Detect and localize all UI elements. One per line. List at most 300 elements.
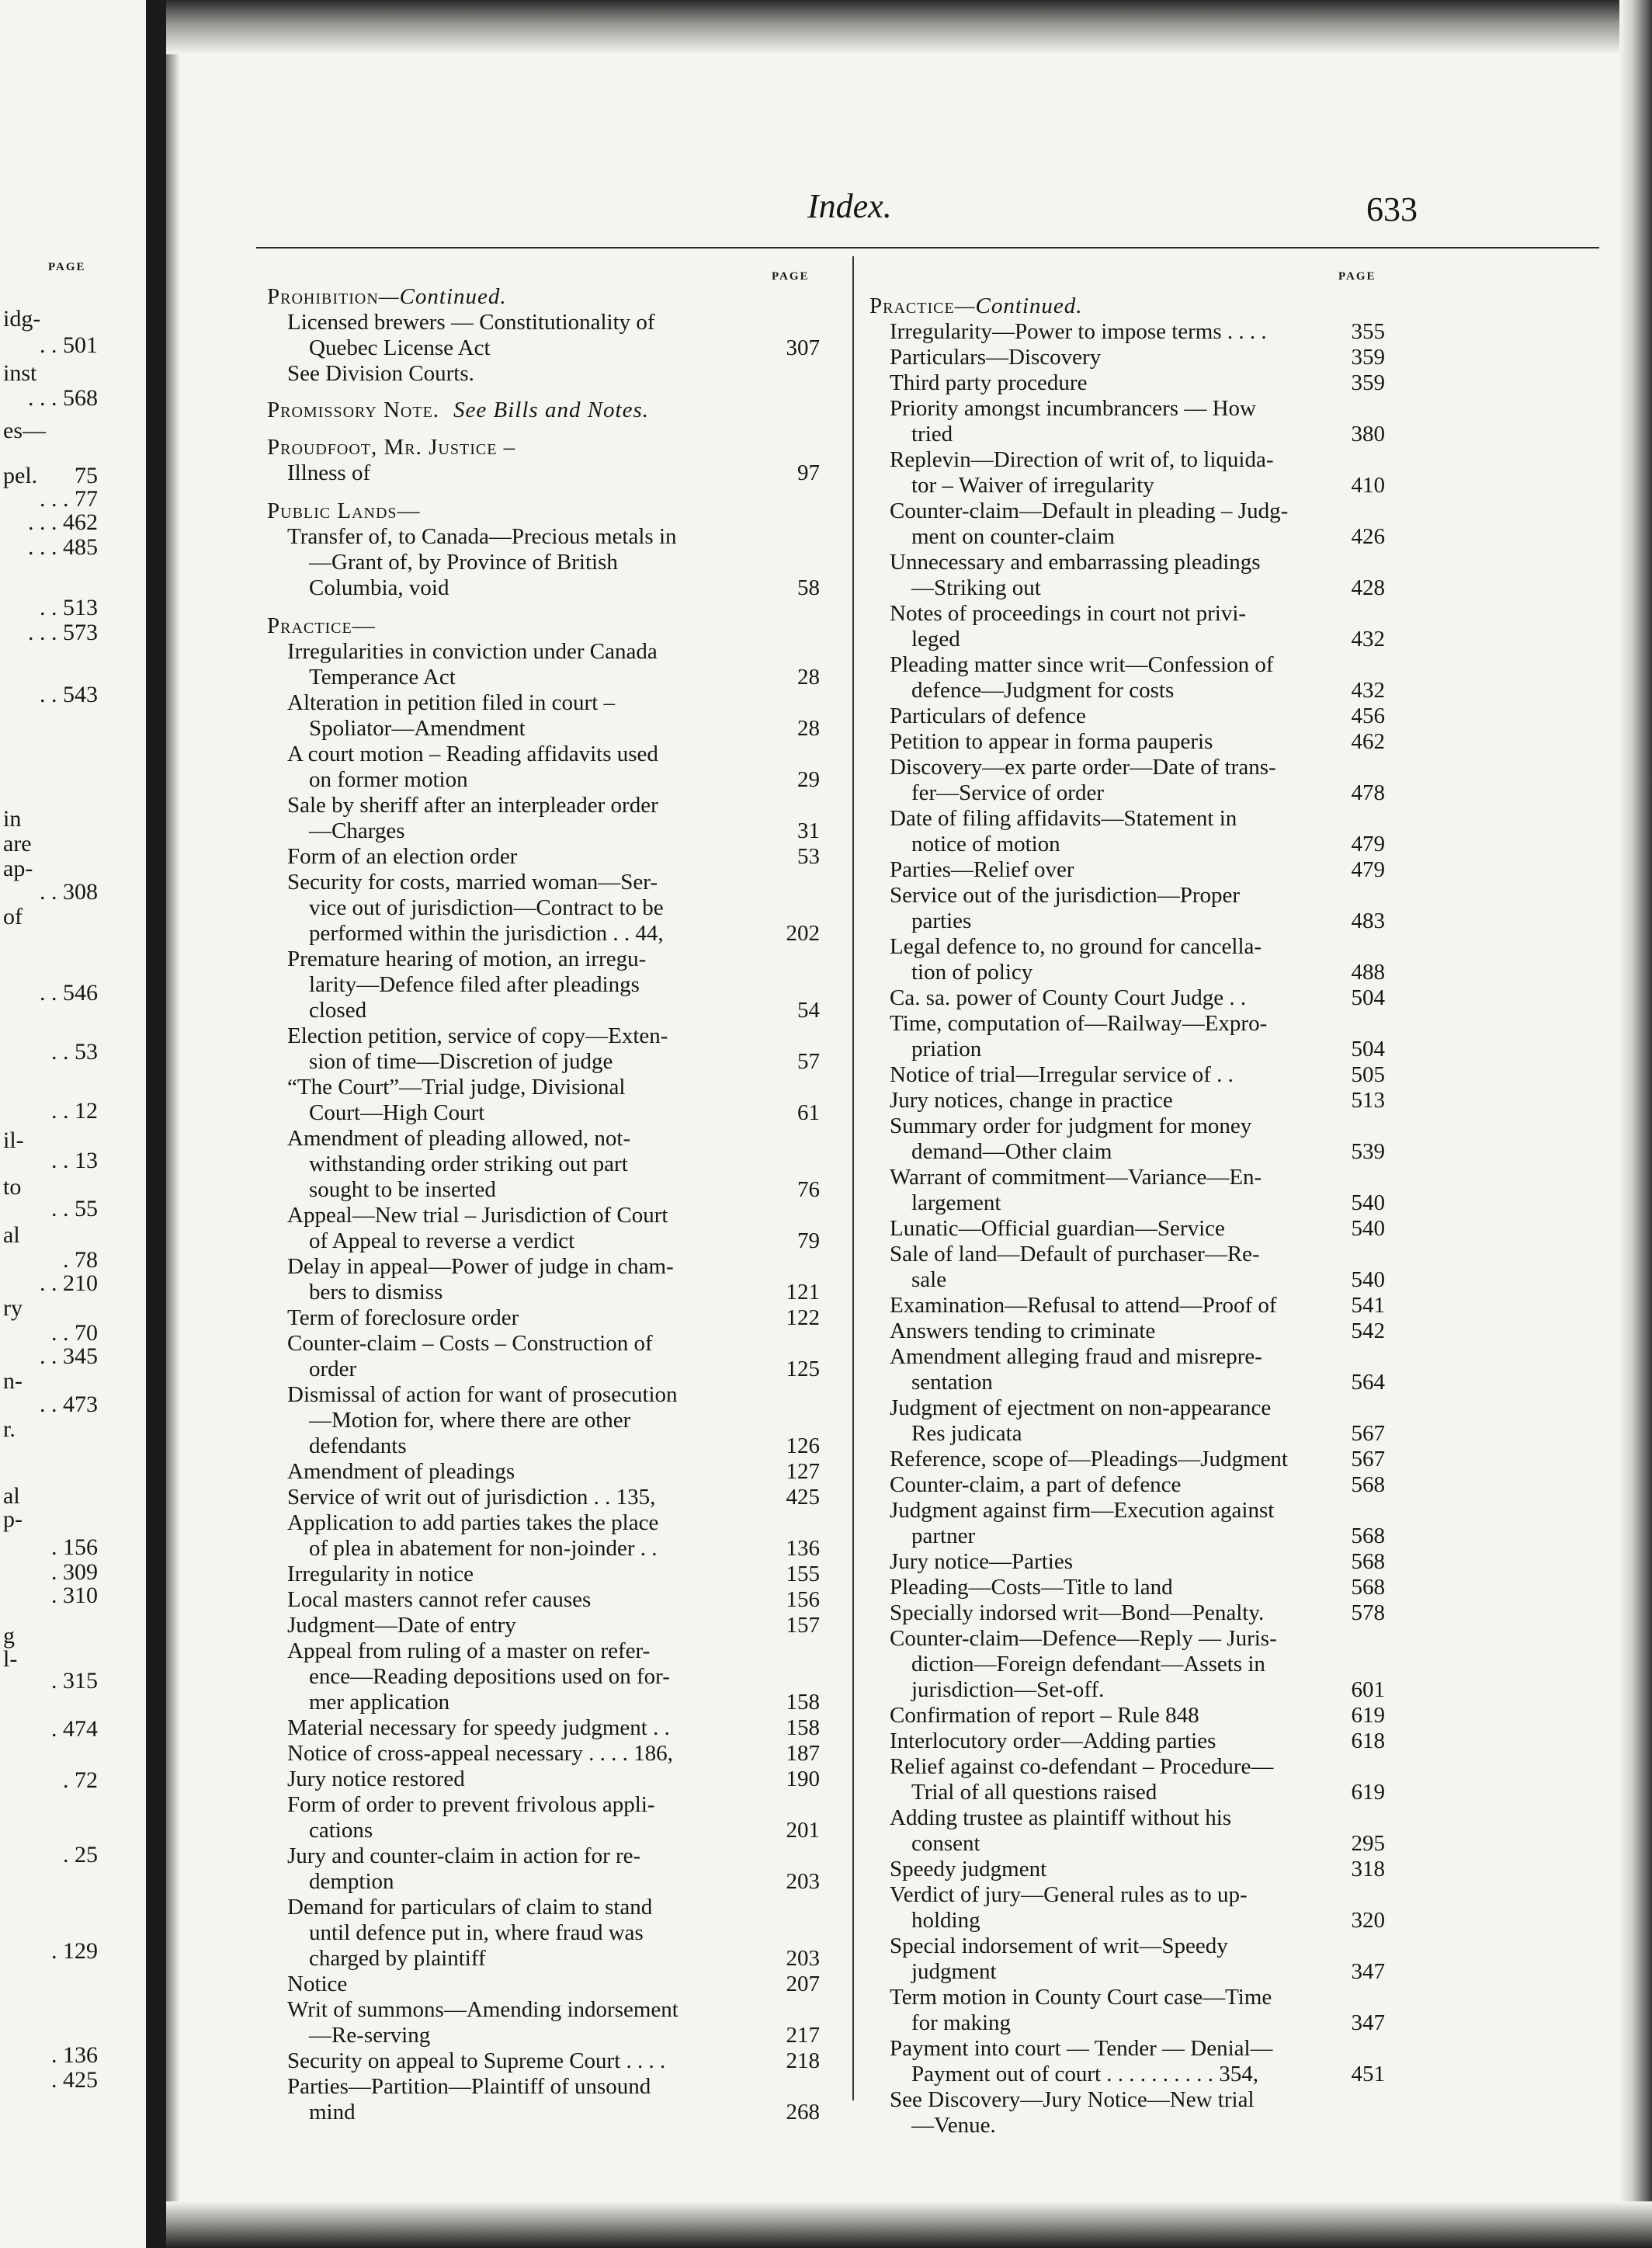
page-reference: 158: [782, 1690, 821, 1715]
book-spine: [146, 0, 166, 2248]
page-reference: 619: [1347, 1780, 1386, 1805]
entry-text: Demand for particulars of claim to stand: [287, 1895, 653, 1920]
index-entry: [869, 1934, 1385, 1985]
entry-text: Promissory Note.: [267, 398, 440, 422]
entry-text: See Division Courts.: [287, 361, 474, 386]
index-line: [869, 960, 1385, 985]
index-line: [267, 361, 820, 387]
previous-page-number: . . 13: [51, 1148, 98, 1173]
index-line: [267, 1972, 820, 1997]
index-entry: [869, 1600, 1385, 1626]
index-line: [869, 1524, 1385, 1549]
index-entry: [267, 1767, 820, 1792]
index-entry: [869, 601, 1385, 652]
index-line: [267, 499, 820, 524]
entry-text: Pleading—Costs—Title to land: [890, 1575, 1173, 1600]
right-page-edge: [1619, 0, 1652, 2248]
previous-page-label: PAGE: [48, 261, 86, 273]
index-entry: [869, 1626, 1385, 1703]
index-line: [869, 934, 1385, 960]
index-entry: [869, 1498, 1385, 1549]
index-line: [869, 909, 1385, 934]
previous-page-number: . . 53: [51, 1039, 98, 1065]
column-divider: [852, 256, 854, 2100]
entry-text: sale: [911, 1267, 947, 1292]
entry-text: mind: [309, 2100, 356, 2125]
index-line: [869, 1549, 1385, 1575]
index-line: [267, 1331, 820, 1357]
index-entry: [267, 1562, 820, 1587]
entry-text: Alteration in petition filed in court –: [287, 690, 616, 715]
index-line: [869, 1677, 1385, 1703]
previous-page-number: . 474: [51, 1716, 98, 1742]
index-line: [869, 2087, 1385, 2113]
index-line: [869, 1882, 1385, 1908]
page-reference: 504: [1347, 985, 1386, 1011]
entry-text: Practice: [869, 294, 955, 318]
previous-page-fragment: idg-: [3, 306, 41, 332]
page-reference: 539: [1347, 1139, 1386, 1165]
entry-text: Jury notices, change in practice: [890, 1088, 1173, 1113]
index-entry: [869, 1062, 1385, 1088]
index-entry: [869, 319, 1385, 345]
previous-page-fragment: r.: [3, 1416, 16, 1442]
page-reference: 426: [1347, 524, 1386, 550]
index-line: [267, 1869, 820, 1895]
index-line: [869, 447, 1385, 473]
index-line: [869, 985, 1385, 1011]
entry-text: cations: [309, 1818, 373, 1843]
index-entry: [267, 1715, 820, 1741]
page-reference: 541: [1347, 1293, 1386, 1319]
previous-page-fragment: g: [3, 1623, 15, 1649]
index-line: [267, 1741, 820, 1767]
entry-text: jurisdiction—Set-off.: [911, 1677, 1105, 1702]
index-line: [869, 1908, 1385, 1934]
index-line: [869, 1831, 1385, 1857]
page-reference: 618: [1347, 1729, 1386, 1754]
index-line: [869, 1011, 1385, 1037]
entry-text: Illness of: [287, 460, 371, 485]
index-entry: [869, 1114, 1385, 1165]
page-reference: 122: [782, 1305, 821, 1331]
index-entry: [869, 934, 1385, 985]
entry-text: Priority amongst incumbrancers — How: [890, 396, 1256, 421]
previous-page-number: . . 12: [51, 1098, 98, 1124]
index-entry: [869, 1729, 1385, 1754]
index-line: [869, 1447, 1385, 1472]
entry-text: —Charges: [309, 818, 405, 843]
index-entry: [869, 1575, 1385, 1600]
index-entry: [869, 755, 1385, 806]
index-line: [267, 2074, 820, 2100]
previous-page-number: . . 210: [40, 1270, 98, 1296]
index-entry: [869, 1703, 1385, 1729]
index-line: [869, 627, 1385, 652]
page-reference: 61: [793, 1100, 820, 1126]
index-entry: [869, 1805, 1385, 1857]
page-reference: 79: [793, 1228, 820, 1254]
entry-text: Adding trustee as plaintiff without his: [890, 1805, 1232, 1830]
index-line: [869, 575, 1385, 601]
previous-page-number: . 129: [51, 1938, 98, 1964]
entry-text: of plea in abatement for non-joinder . .: [309, 1536, 658, 1561]
index-line: [267, 1920, 820, 1946]
index-heading: [267, 613, 820, 639]
page-reference: 359: [1347, 345, 1386, 370]
previous-page-number: . 310: [51, 1583, 98, 1608]
index-line: [869, 473, 1385, 499]
page-reference: 217: [782, 2023, 821, 2048]
index-line: [267, 1357, 820, 1382]
page-reference: 540: [1347, 1190, 1386, 1216]
index-line: [869, 678, 1385, 704]
entry-text: Jury notice—Parties: [890, 1549, 1073, 1574]
entry-text: Payment into court — Tender — Denial—: [890, 2036, 1273, 2061]
index-line: [869, 1600, 1385, 1626]
entry-text: A court motion – Reading affidavits used: [287, 742, 658, 766]
index-line: [869, 1626, 1385, 1652]
index-line: [267, 690, 820, 716]
entry-text: Local masters cannot refer causes: [287, 1587, 592, 1612]
entry-text: “The Court”—Trial judge, Divisional: [287, 1075, 626, 1100]
page-reference: 155: [782, 1562, 821, 1587]
entry-text: Unnecessary and embarrassing pleadings: [890, 550, 1261, 575]
previous-page-fragment: p-: [3, 1506, 23, 1532]
index-line: [267, 1382, 820, 1408]
page-reference: 513: [1347, 1088, 1386, 1114]
index-line: [267, 1818, 820, 1843]
index-line: [869, 2062, 1385, 2087]
index-line: [267, 639, 820, 665]
entry-text: Temperance Act: [309, 665, 456, 690]
previous-page-fragment: pel.: [3, 463, 38, 488]
index-line: [267, 742, 820, 767]
index-line: [869, 1139, 1385, 1165]
entry-text: defendants: [309, 1433, 407, 1458]
entry-text: Security on appeal to Supreme Court . . . .: [287, 2048, 666, 2073]
index-line: [267, 460, 820, 486]
index-line: [267, 1203, 820, 1228]
entry-text: Delay in appeal—Power of judge in cham-: [287, 1254, 674, 1279]
entry-text: notice of motion: [911, 832, 1060, 856]
index-line: [267, 284, 820, 310]
page-reference: 318: [1347, 1857, 1386, 1882]
page-number: 633: [1366, 190, 1418, 228]
entry-text: ence—Reading depositions used on for-: [309, 1664, 670, 1689]
entry-text: Specially indorsed writ—Bond—Penalty.: [890, 1600, 1265, 1625]
index-line: [869, 524, 1385, 550]
index-line: [869, 2010, 1385, 2036]
page-reference: 218: [782, 2048, 821, 2074]
index-entry: [267, 2048, 820, 2074]
page-reference: 121: [782, 1280, 821, 1305]
page-reference: 567: [1347, 1447, 1386, 1472]
entry-text: Relief against co-defendant – Procedure—: [890, 1754, 1274, 1779]
entry-text: Ca. sa. power of County Court Judge . .: [890, 985, 1247, 1010]
entry-text: tried: [911, 422, 953, 446]
page-reference: 425: [782, 1485, 821, 1510]
index-entry: [869, 985, 1385, 1011]
continued-note: —Continued.: [378, 284, 507, 309]
index-entry: [267, 1895, 820, 1972]
index-entry: [869, 652, 1385, 704]
previous-page-fragment: of: [3, 904, 23, 929]
entry-text: Notice of trial—Irregular service of . .: [890, 1062, 1234, 1087]
entry-text: Parties—Relief over: [890, 857, 1074, 882]
entry-text: Petition to appear in forma pauperis: [890, 729, 1213, 754]
entry-text: Summary order for judgment for money: [890, 1114, 1252, 1138]
index-line: [869, 550, 1385, 575]
previous-page-number: 75: [75, 463, 98, 488]
index-line: [267, 1485, 820, 1510]
index-entry: [267, 1203, 820, 1254]
index-entry: [267, 1305, 820, 1331]
index-line: [267, 1690, 820, 1715]
entry-text: partner: [911, 1524, 976, 1548]
entry-text: Election petition, service of copy—Exten-: [287, 1023, 668, 1048]
previous-page-number: . . 543: [40, 682, 98, 707]
page-reference: 410: [1347, 473, 1386, 499]
page-reference: 307: [782, 335, 821, 361]
entry-text: Columbia, void: [309, 575, 449, 600]
entry-text: Counter-claim, a part of defence: [890, 1472, 1182, 1497]
entry-text: Amendment of pleadings: [287, 1459, 515, 1484]
index-entry: [869, 806, 1385, 857]
index-line: [869, 1575, 1385, 1600]
entry-text: Warrant of commitment—Variance—En-: [890, 1165, 1262, 1190]
index-line: [267, 1997, 820, 2023]
entry-text: performed within the jurisdiction . . 44,: [309, 921, 664, 946]
page-reference: 355: [1347, 319, 1386, 345]
index-entry: [869, 1165, 1385, 1216]
previous-page-number: . 78: [63, 1247, 98, 1273]
index-entry: [267, 870, 820, 947]
continued-note: —Continued.: [954, 294, 1083, 318]
index-line: [267, 550, 820, 575]
entry-text: Form of order to prevent frivolous appli-: [287, 1792, 655, 1817]
index-line: [869, 1395, 1385, 1421]
page-reference: 542: [1347, 1319, 1386, 1344]
entry-text: until defence put in, where fraud was: [309, 1920, 644, 1945]
index-entry: [869, 396, 1385, 447]
index-line: [869, 1959, 1385, 1985]
entry-text: —Venue.: [911, 2113, 996, 2138]
index-line: [869, 1652, 1385, 1677]
entry-text: Discovery—ex parte order—Date of trans-: [890, 755, 1276, 780]
index-line: [869, 2113, 1385, 2139]
previous-page-number: . 156: [51, 1534, 98, 1560]
index-entry: [267, 742, 820, 793]
page-reference: 564: [1347, 1370, 1386, 1395]
entry-text: ment on counter-claim: [911, 524, 1115, 549]
previous-page-number: . 309: [51, 1559, 98, 1585]
entry-text: Interlocutory order—Adding parties: [890, 1729, 1216, 1753]
entry-text: Proudfoot, Mr. Justice –: [267, 435, 516, 460]
entry-text: sought to be inserted: [309, 1177, 496, 1202]
index-line: [267, 1228, 820, 1254]
index-entry: [869, 550, 1385, 601]
index-entry: [869, 1395, 1385, 1447]
index-line: [267, 1664, 820, 1690]
page-reference: 568: [1347, 1472, 1386, 1498]
index-line: [267, 398, 820, 423]
index-line: [869, 729, 1385, 755]
index-line: [869, 370, 1385, 396]
index-entry: [869, 345, 1385, 370]
entry-text: Writ of summons—Amending indorsement: [287, 1997, 678, 2022]
entry-text: charged by plaintiff: [309, 1946, 486, 1971]
entry-text: Notice of cross-appeal necessary . . . . 186,: [287, 1741, 673, 1766]
index-line: [869, 1190, 1385, 1216]
index-entry: [267, 361, 820, 387]
index-line: [267, 575, 820, 601]
page-reference: 157: [782, 1613, 821, 1638]
page-reference: 568: [1347, 1549, 1386, 1575]
previous-page-fragment: al: [3, 1483, 20, 1509]
previous-page-fragment: l-: [3, 1646, 18, 1672]
entry-text: closed: [309, 998, 367, 1023]
index-line: [267, 1408, 820, 1433]
entry-text: Court—High Court: [309, 1100, 485, 1125]
entry-text: Irregularity—Power to impose terms . . . .: [890, 319, 1267, 344]
entry-text: Service of writ out of jurisdiction . . 135,: [287, 1485, 656, 1510]
entry-text: Examination—Refusal to attend—Proof of: [890, 1293, 1277, 1318]
page-reference: 451: [1347, 2062, 1386, 2087]
index-entry: [267, 1792, 820, 1843]
page-reference: 156: [782, 1587, 821, 1613]
entry-text: largement: [911, 1190, 1001, 1215]
index-line: [267, 1100, 820, 1126]
entry-text: Amendment alleging fraud and misrepre-: [890, 1344, 1262, 1369]
index-entry: [869, 1985, 1385, 2036]
entry-text: Spoliator—Amendment: [309, 716, 526, 741]
previous-page-fragment: to: [3, 1174, 22, 1200]
entry-text: Date of filing affidavits—Statement in: [890, 806, 1237, 831]
page-reference: 456: [1347, 704, 1386, 729]
entry-text: tion of policy: [911, 960, 1033, 985]
index-entry: [267, 690, 820, 742]
index-line: [869, 1319, 1385, 1344]
page-reference: 58: [793, 575, 820, 601]
index-heading: [869, 294, 1385, 319]
top-page-edge: [166, 0, 1652, 54]
entry-text: Sale of land—Default of purchaser—Re-: [890, 1242, 1260, 1266]
index-line: [869, 1267, 1385, 1293]
index-entry: [869, 1447, 1385, 1472]
index-line: [267, 1280, 820, 1305]
page-reference: 347: [1347, 1959, 1386, 1985]
index-entry: [267, 1741, 820, 1767]
index-line: [267, 1075, 820, 1100]
entry-text: Irregularities in conviction under Canada: [287, 639, 658, 664]
page-reference: 478: [1347, 780, 1386, 806]
index-line: [267, 1562, 820, 1587]
entry-text: leged: [911, 627, 960, 651]
page-reference: 158: [782, 1715, 821, 1741]
column-page-label: PAGE: [1338, 270, 1376, 283]
page-reference: 568: [1347, 1524, 1386, 1549]
entry-text: Form of an election order: [287, 844, 518, 869]
entry-text: Trial of all questions raised: [911, 1780, 1157, 1805]
index-line: [869, 755, 1385, 780]
entry-text: Counter-claim—Default in pleading – Judg-: [890, 499, 1289, 523]
index-line: [267, 1049, 820, 1075]
previous-page-number: . 315: [51, 1668, 98, 1694]
entry-text: Public Lands—: [267, 499, 421, 523]
index-line: [869, 396, 1385, 422]
page-reference: 380: [1347, 422, 1386, 447]
entry-text: Judgment—Date of entry: [287, 1613, 516, 1638]
index-line: [869, 294, 1385, 319]
page-reference: 126: [782, 1433, 821, 1459]
index-line: [869, 1216, 1385, 1242]
previous-page-number: . . 501: [40, 332, 98, 358]
index-line: [869, 883, 1385, 909]
index-entry: [267, 844, 820, 870]
previous-page-fragment: es—: [3, 418, 46, 443]
index-line: [267, 1126, 820, 1152]
previous-page-number: . . . 568: [28, 385, 98, 411]
index-entry: [267, 639, 820, 690]
index-heading: [267, 499, 820, 524]
column-page-label: PAGE: [772, 270, 810, 283]
page-reference: 54: [793, 998, 820, 1023]
entry-text: larity—Defence filed after pleadings: [309, 972, 640, 997]
entry-text: Replevin—Direction of writ of, to liquida-: [890, 447, 1274, 472]
entry-text: Reference, scope of—Pleadings—Judgment: [890, 1447, 1288, 1471]
previous-page-number: . . . 77: [40, 486, 98, 512]
entry-text: Dismissal of action for want of prosecution: [287, 1382, 678, 1407]
entry-text: on former motion: [309, 767, 468, 792]
index-line: [267, 1587, 820, 1613]
entry-text: Transfer of, to Canada—Precious metals in: [287, 524, 677, 549]
page-reference: 359: [1347, 370, 1386, 396]
previous-page-number: . . 473: [40, 1392, 98, 1417]
previous-page-number: . . 308: [40, 879, 98, 905]
entry-text: Time, computation of—Railway—Expro-: [890, 1011, 1268, 1036]
previous-page-fragment: ap-: [3, 856, 33, 881]
page-reference: 57: [793, 1049, 820, 1075]
index-line: [869, 780, 1385, 806]
page-reference: 488: [1347, 960, 1386, 985]
page-reference: 203: [782, 1869, 821, 1895]
index-line: [869, 1165, 1385, 1190]
index-line: [267, 665, 820, 690]
index-line: [869, 1985, 1385, 2010]
index-entry: [267, 2074, 820, 2125]
entry-text: defence—Judgment for costs: [911, 678, 1175, 703]
index-line: [267, 1177, 820, 1203]
index-line: [267, 870, 820, 895]
entry-text: Counter-claim—Defence—Reply — Juris-: [890, 1626, 1277, 1651]
entry-text: Judgment of ejectment on non-appearance: [890, 1395, 1272, 1420]
index-line: [267, 767, 820, 793]
page-reference: 578: [1347, 1600, 1386, 1626]
running-head: Index.: [807, 187, 892, 225]
index-line: [267, 921, 820, 947]
previous-page-fragment: ry: [3, 1295, 23, 1321]
entry-text: withstanding order striking out part: [309, 1152, 628, 1176]
entry-text: Security for costs, married woman—Ser-: [287, 870, 658, 895]
entry-text: judgment: [911, 1959, 997, 1984]
previous-page-number: . 72: [63, 1767, 98, 1793]
entry-text: —Re-serving: [309, 2023, 431, 2048]
index-entry: [869, 1216, 1385, 1242]
index-line: [267, 793, 820, 818]
page-reference: 428: [1347, 575, 1386, 601]
page-reference: 28: [793, 716, 820, 742]
